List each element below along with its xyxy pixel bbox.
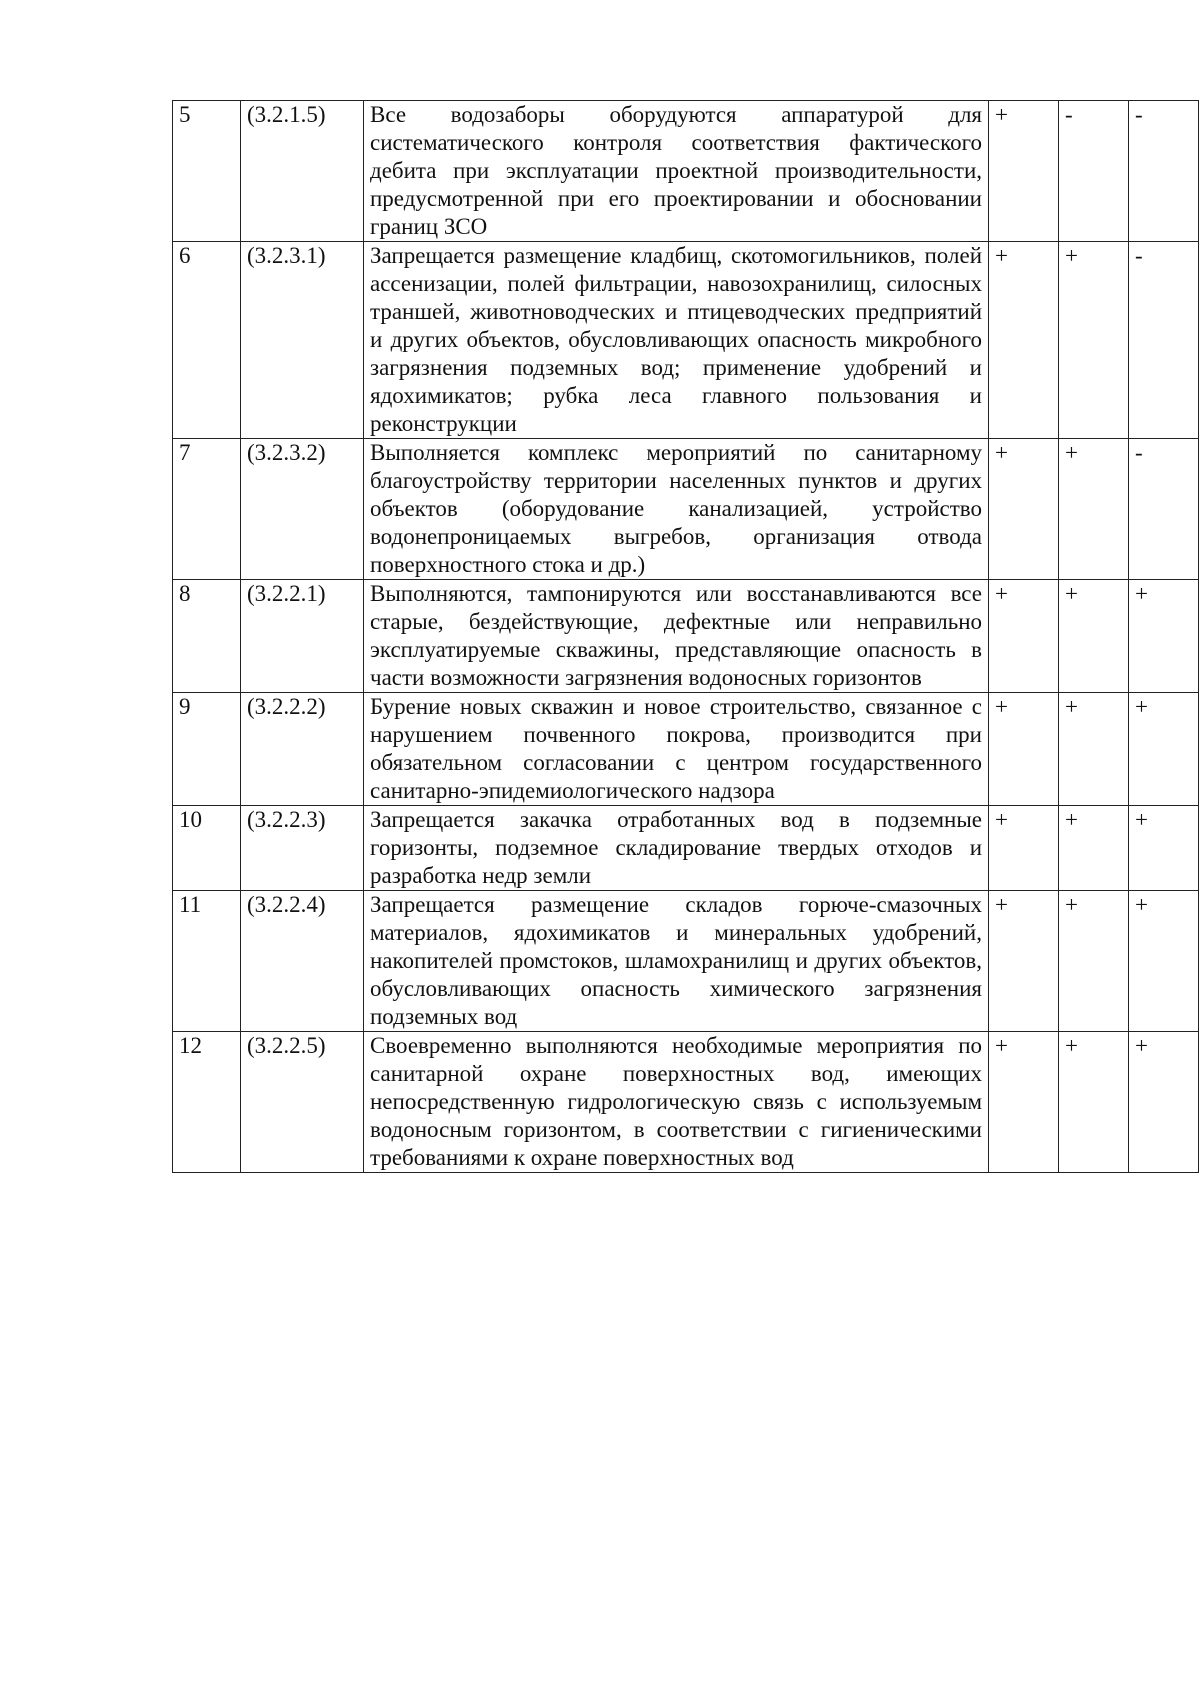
clause-reference: (3.2.2.5) xyxy=(241,1032,364,1173)
row-number: 10 xyxy=(173,806,241,891)
row-number: 12 xyxy=(173,1032,241,1173)
row-number: 9 xyxy=(173,693,241,806)
zone-1-mark: + xyxy=(989,242,1059,439)
zone-3-mark: + xyxy=(1129,806,1199,891)
zone-3-mark: - xyxy=(1129,242,1199,439)
table-row xyxy=(173,693,1199,806)
table-row xyxy=(173,891,1199,1032)
row-number: 11 xyxy=(173,891,241,1032)
zone-1-mark: + xyxy=(989,891,1059,1032)
zone-2-mark: + xyxy=(1059,242,1129,439)
table-row xyxy=(173,580,1199,693)
zone-1-mark: + xyxy=(989,439,1059,580)
clause-reference: (3.2.2.2) xyxy=(241,693,364,806)
zone-3-mark: + xyxy=(1129,693,1199,806)
zone-3-mark: + xyxy=(1129,580,1199,693)
zone-2-mark: + xyxy=(1059,439,1129,580)
clause-reference: (3.2.1.5) xyxy=(241,101,364,242)
zone-3-mark: + xyxy=(1129,891,1199,1032)
clause-reference: (3.2.2.3) xyxy=(241,806,364,891)
zone-2-mark: + xyxy=(1059,806,1129,891)
requirement-text: Выполняются, тампонируются или восстанавливаются все старые, бездействующие, дефектные или неправильно эксплуатируемые скважины, представляющие опасность в части возможности загрязнения водоносных горизонтов xyxy=(364,580,989,693)
zone-1-mark: + xyxy=(989,101,1059,242)
requirement-text: Своевременно выполняются необходимые мероприятия по санитарной охране поверхностных вод, имеющих непосредственную гидрологическую связь с используемым водоносным горизонтом, в соответствии с гигиеническими требованиями к охране поверхностных вод xyxy=(364,1032,989,1173)
clause-reference: (3.2.2.1) xyxy=(241,580,364,693)
clause-reference: (3.2.2.4) xyxy=(241,891,364,1032)
requirement-text: Выполняется комплекс мероприятий по санитарному благоустройству территории населенных пунктов и других объектов (оборудование канализацией, устройство водонепроницаемых выгребов, организация отвода поверхностного стока и др.) xyxy=(364,439,989,580)
zone-2-mark: + xyxy=(1059,891,1129,1032)
table-row xyxy=(173,806,1199,891)
row-number: 7 xyxy=(173,439,241,580)
table-row xyxy=(173,1032,1199,1173)
requirement-text: Запрещается закачка отработанных вод в подземные горизонты, подземное складирование твердых отходов и разработка недр земли xyxy=(364,806,989,891)
requirement-text: Бурение новых скважин и новое строительство, связанное с нарушением почвенного покрова, производится при обязательном согласовании с центром государственного санитарно-эпидемиологического надзора xyxy=(364,693,989,806)
zone-2-mark: + xyxy=(1059,693,1129,806)
table-row xyxy=(173,439,1199,580)
clause-reference: (3.2.3.1) xyxy=(241,242,364,439)
zone-2-mark: + xyxy=(1059,580,1129,693)
row-number: 8 xyxy=(173,580,241,693)
zone-1-mark: + xyxy=(989,1032,1059,1173)
clause-reference: (3.2.3.2) xyxy=(241,439,364,580)
requirement-text: Запрещается размещение кладбищ, скотомогильников, полей ассенизации, полей фильтрации, навозохранилищ, силосных траншей, животноводческих и птицеводческих предприятий и других объектов, обусловливающих опасность микробного загрязнения подземных вод; применение удобрений и ядохимикатов; рубка леса главного пользования и реконструкции xyxy=(364,242,989,439)
row-number: 6 xyxy=(173,242,241,439)
requirements-table-body xyxy=(173,101,1199,1173)
table-row xyxy=(173,101,1199,242)
zone-3-mark: - xyxy=(1129,439,1199,580)
requirement-text: Все водозаборы оборудуются аппаратурой для систематического контроля соответствия фактического дебита при эксплуатации проектной производительности, предусмотренной при его проектировании и обосновании границ ЗСО xyxy=(364,101,989,242)
zone-3-mark: + xyxy=(1129,1032,1199,1173)
zone-2-mark: - xyxy=(1059,101,1129,242)
requirement-text: Запрещается размещение складов горюче-смазочных материалов, ядохимикатов и минеральных удобрений, накопителей промстоков, шламохранилищ и других объектов, обусловливающих опасность химического загрязнения подземных вод xyxy=(364,891,989,1032)
zone-1-mark: + xyxy=(989,693,1059,806)
zone-1-mark: + xyxy=(989,806,1059,891)
row-number: 5 xyxy=(173,101,241,242)
zone-1-mark: + xyxy=(989,580,1059,693)
zone-2-mark: + xyxy=(1059,1032,1129,1173)
table-row xyxy=(173,242,1199,439)
requirements-table xyxy=(172,100,1199,1173)
zone-3-mark: - xyxy=(1129,101,1199,242)
